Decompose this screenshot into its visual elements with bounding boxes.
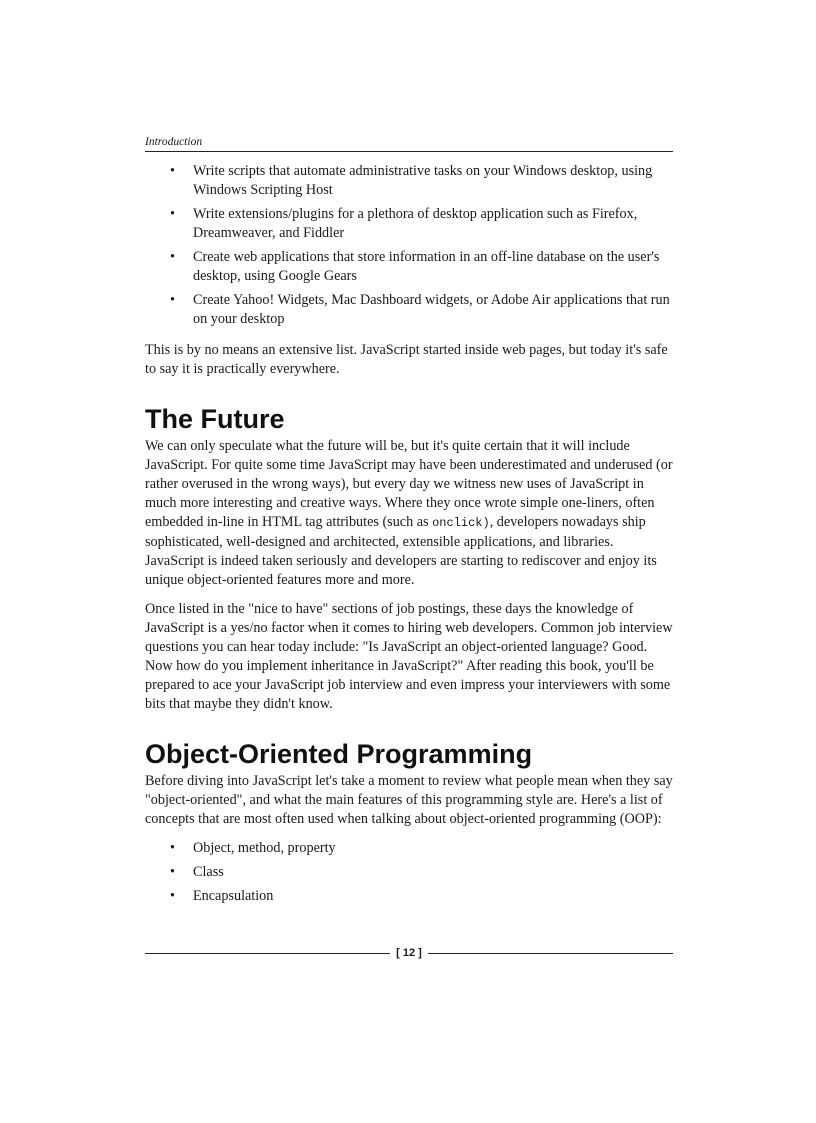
list-item-text: Encapsulation: [193, 888, 274, 904]
bullet-marker: •: [170, 864, 175, 880]
page-footer: [145, 944, 673, 962]
list-item: [145, 162, 673, 200]
running-header: Introduction: [145, 136, 203, 148]
list-item-text: Object, method, property: [193, 840, 336, 856]
list-item: [145, 248, 673, 286]
oop-concepts-list: [145, 839, 673, 906]
future-p1-text-after: , developers nowadays ship sophisticated, well-designed and architected, extensible applications, and libraries. JavaScript is indeed taken seriously and developers are starting to rediscover and enjoy its unique object-oriented features more and more.: [145, 514, 657, 588]
bullet-marker: •: [170, 206, 175, 222]
bullet-marker: •: [170, 840, 175, 856]
page-number: [ 12 ]: [396, 947, 422, 959]
footer-rule-left: [145, 953, 390, 954]
bullet-marker: •: [170, 163, 175, 179]
list-item: [145, 863, 673, 882]
list-item-text: Create Yahoo! Widgets, Mac Dashboard widgets, or Adobe Air applications that run on your desktop: [193, 292, 670, 327]
list-item-text: Class: [193, 864, 224, 880]
bullet-marker: •: [170, 292, 175, 308]
page-content: [145, 162, 673, 911]
bullet-marker: •: [170, 249, 175, 265]
list-item-text: Create web applications that store information in an off-line database on the user's desktop, using Google Gears: [193, 249, 660, 284]
book-page: [145, 0, 673, 1123]
bullet-marker: •: [170, 888, 175, 904]
list-item: [145, 291, 673, 329]
section-heading-oop: Object-Oriented Programming: [145, 739, 533, 769]
oop-intro-paragraph: Before diving into JavaScript let's take a moment to review what people mean when they say "object-oriented", and what the main features of this programming style are. Here's a list of concepts that are most often used when talking about object-oriented programming (OOP):: [145, 773, 673, 827]
future-p1-text-before: We can only speculate what the future will be, but it's quite certain that it will include JavaScript. For quite some time JavaScript may have been underestimated and underused (or rather overused in the wrong ways), but every day we witness new uses of JavaScript in much more interesting and creative ways. Where they once wrote simple one-liners, often embedded in-line in HTML tag attributes (such as: [145, 438, 673, 530]
header-rule: [145, 151, 673, 152]
list-item-text: Write scripts that automate administrative tasks on your Windows desktop, using Windows Scripting Host: [193, 163, 653, 198]
section-heading-future: The Future: [145, 404, 285, 434]
footer-rule-right: [428, 953, 673, 954]
list-item: [145, 205, 673, 243]
inline-code-onclick: onclick): [432, 516, 490, 530]
future-paragraph-2: Once listed in the "nice to have" sections of job postings, these days the knowledge of JavaScript is a yes/no factor when it comes to hiring web developers. Common job interview questions you can hear today include: "Is JavaScript an object-oriented language? Good. Now how do you implement inheritance in JavaScript?" After reading this book, you'll be prepared to ace your JavaScript job interview and even impress your interviewers with some bits that maybe they didn't know.: [145, 601, 673, 712]
list-item: [145, 839, 673, 858]
list-item: [145, 887, 673, 906]
future-paragraph-1: [145, 437, 673, 590]
intro-bullet-list: [145, 162, 673, 329]
intro-closing-paragraph: This is by no means an extensive list. JavaScript started inside web pages, but today it's safe to say it is practically everywhere.: [145, 342, 668, 377]
list-item-text: Write extensions/plugins for a plethora of desktop application such as Firefox, Dreamweaver, and Fiddler: [193, 206, 638, 241]
